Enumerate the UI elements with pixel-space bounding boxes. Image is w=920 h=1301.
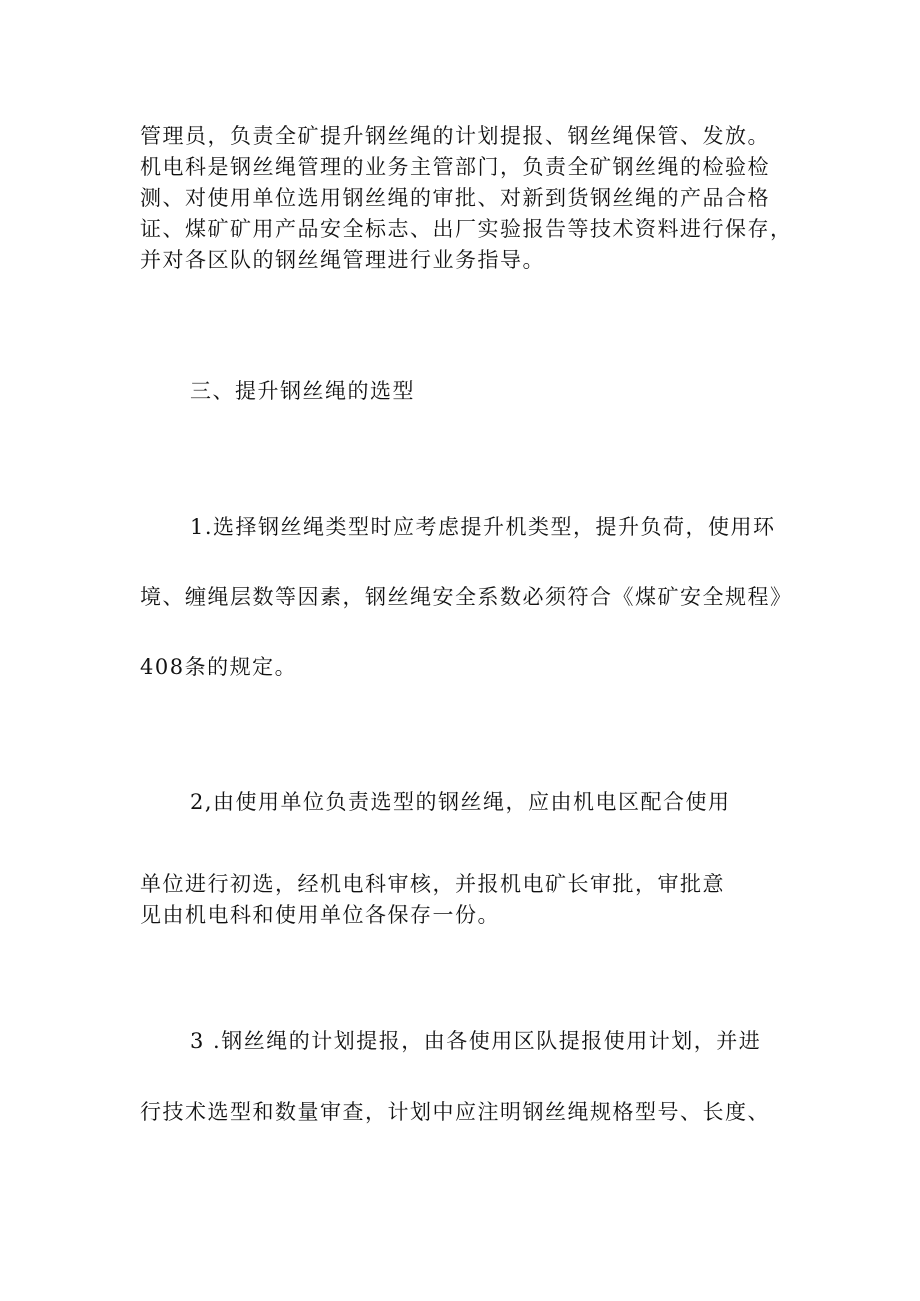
item-1-line-1: 1.选择钢丝绳类型时应考虑提升机类型，提升负荷，使用环 bbox=[190, 515, 776, 539]
item-1-line-2: 境、缠绳层数等因素，钢丝绳安全系数必须符合《煤矿安全规程》 bbox=[140, 585, 793, 609]
item-2-line-2: 单位进行初选，经机电科审核，并报机电矿长审批，审批意 bbox=[140, 872, 725, 896]
paragraph-1-line-1: 管理员，负责全矿提升钢丝绳的计划提报、钢丝绳保管、发放。 bbox=[140, 124, 770, 148]
paragraph-1-line-4: 证、煤矿矿用产品安全标志、出厂实验报告等技术资料进行保存， bbox=[140, 217, 793, 241]
item-2-line-3: 见由机电科和使用单位各保存一份。 bbox=[140, 903, 500, 927]
item-3-line-1: 3 .钢丝绳的计划提报，由各使用区队提报使用计划，并进 bbox=[190, 1029, 762, 1053]
paragraph-1-line-5: 并对各区队的钢丝绳管理进行业务指导。 bbox=[140, 248, 545, 272]
paragraph-1-line-3: 测、对使用单位选用钢丝绳的审批、对新到货钢丝绳的产品合格 bbox=[140, 186, 770, 210]
item-1-line-3: 408条的规定。 bbox=[140, 655, 298, 679]
section-heading: 三、提升钢丝绳的选型 bbox=[190, 379, 415, 403]
item-2-line-1: 2,由使用单位负责选型的钢丝绳，应由机电区配合使用 bbox=[190, 790, 731, 814]
paragraph-1-line-2: 机电科是钢丝绳管理的业务主管部门，负责全矿钢丝绳的检验检 bbox=[140, 155, 770, 179]
item-3-line-2: 行技术选型和数量审查，计划中应注明钢丝绳规格型号、长度、 bbox=[140, 1100, 770, 1124]
